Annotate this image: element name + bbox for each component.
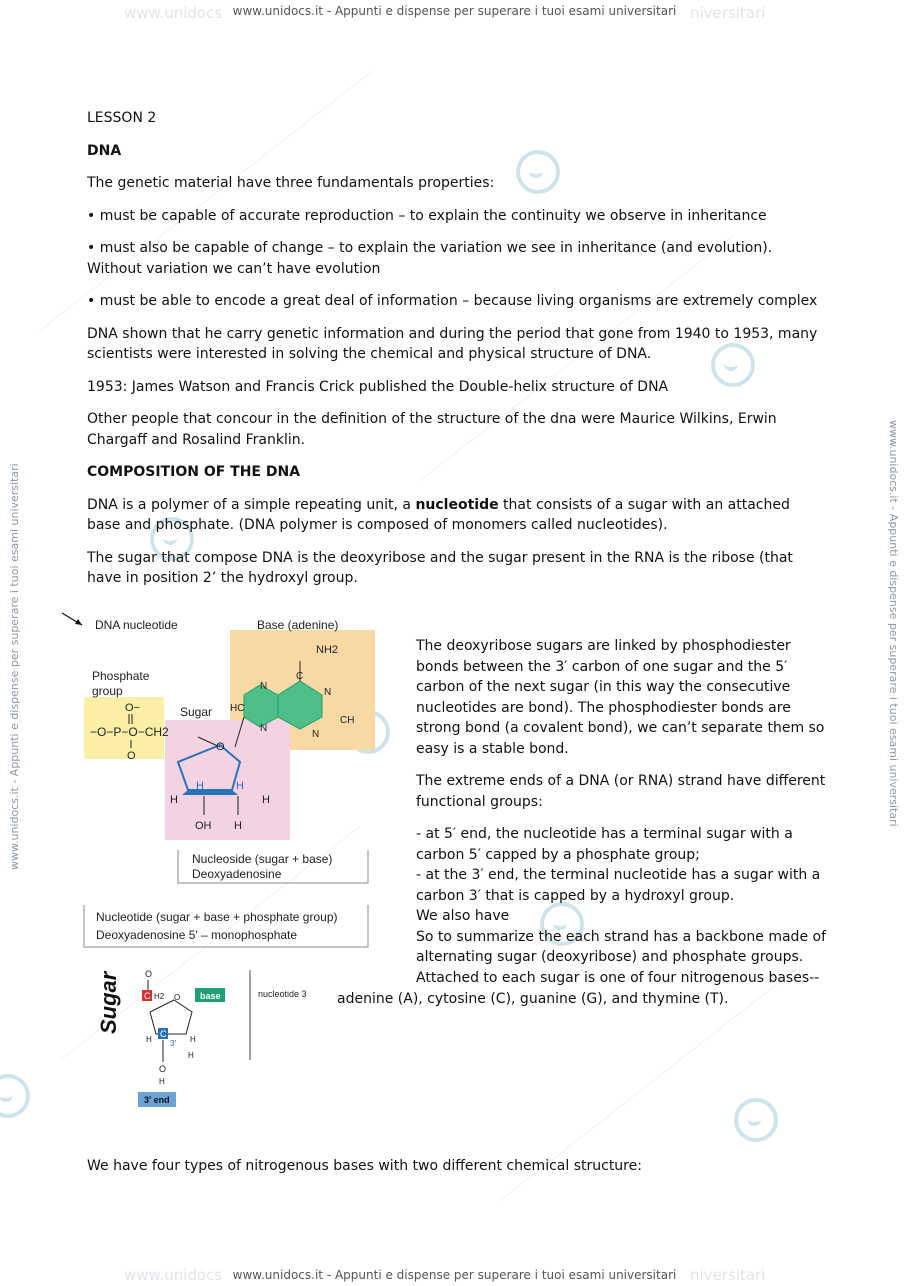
document-body: [87, 108, 827, 601]
watermark-ghost-left: www.unidocs: [124, 4, 223, 22]
watermark-footer: www.unidocs.it - Appunti e dispense per superare i tuoi esami universitari: [232, 1268, 677, 1282]
hydrogen-label: H: [146, 1035, 152, 1044]
carbon-three-label: C: [160, 1029, 167, 1039]
watermark-ghost-right-bottom: niversitari: [690, 1266, 766, 1284]
base-box-label: base: [200, 991, 221, 1001]
hc-label: HC: [230, 703, 245, 714]
paragraph: The sugar that compose DNA is the deoxyribose and the sugar present in the RNA is the ribose (that have in position 2’ the hydroxyl group.: [87, 549, 793, 586]
paragraph: [87, 495, 827, 536]
paragraph: - at 5′ end, the nucleotide has a terminal sugar with a carbon 5′ capped by a phosphate group;: [416, 826, 793, 863]
phosphate-label-line1: Phosphate: [92, 669, 150, 683]
paragraph: The deoxyribose sugars are linked by phosphodiester bonds between the 3′ carbon of one sugar and the 5′ carbon of the next sugar (in this way the consecutive nucleotides are bond). The phosphodiester bonds are strong bond (a covalent bond), we can’t separate them so easy is a stable bond.: [416, 638, 825, 757]
watermark-side-left: www.unidocs.it - Appunti e dispense per superare i tuoi esami universitari: [8, 463, 21, 870]
sugar-side-word: Sugar: [96, 971, 121, 1034]
nucleotide-label: Nucleotide (sugar + base + phosphate group): [96, 910, 338, 924]
text-run: DNA is a polymer of a simple repeating unit, a: [87, 496, 416, 513]
ring-oxygen-label: O: [174, 993, 181, 1002]
paragraph: We also have: [416, 908, 510, 924]
paragraph: Other people that concour in the definition of the structure of the dna were Maurice Wilkins, Erwin Chargaff and Rosalind Franklin.: [87, 411, 777, 448]
hydroxyl-label: OH: [195, 820, 212, 832]
nitrogen-label: N: [260, 681, 268, 692]
lesson-number: LESSON 2: [87, 110, 157, 126]
hydrogen-label: H: [188, 1051, 194, 1060]
hydrogen-label: H: [234, 820, 242, 832]
watermark-header: www.unidocs.it - Appunti e dispense per superare i tuoi esami universitari: [232, 4, 677, 18]
text-run: that consists of a sugar with an attached base and phosphate. (DNA polymer is composed of monomers called nucleotides).: [87, 496, 790, 533]
hydrogen-label: H: [196, 780, 204, 792]
carbon-label: C: [296, 671, 304, 682]
nitrogen-label: N: [312, 729, 320, 740]
watermark-logo-icon: [734, 1098, 778, 1142]
nucleoside-name: Deoxyadenosine: [192, 867, 282, 881]
nucleotide-number-label: nucleotide 3: [258, 989, 307, 999]
sugar-label: Sugar: [180, 705, 213, 719]
phosphate-label-line2: group: [92, 684, 123, 698]
amine-label: NH2: [316, 644, 339, 656]
nucleoside-label: Nucleoside (sugar + base): [192, 852, 333, 866]
oxygen-label: O: [159, 1064, 167, 1074]
paragraph: The extreme ends of a DNA (or RNA) strand have different functional groups:: [416, 773, 826, 810]
paragraph: We have four types of nitrogenous bases with two different chemical structure:: [87, 1158, 642, 1174]
bullet-item: • must be capable of accurate reproduction – to explain the continuity we observe in inheritance: [87, 207, 767, 224]
watermark-ghost-left-bottom: www.unidocs: [124, 1266, 223, 1284]
ch2-label: H2: [154, 992, 165, 1001]
ring-oxygen-label: O: [216, 741, 225, 753]
bullet-item: • must be able to encode a great deal of information – because living organisms are extremely complex: [87, 293, 818, 309]
paragraph: adenine (A), cytosine (C), guanine (G), and thymine (T).: [337, 991, 729, 1007]
watermark-side-right: www.unidocs.it - Appunti e dispense per superare i tuoi esami universitari: [887, 420, 900, 827]
paragraph: - at the 3′ end, the terminal nucleotide has a sugar with a carbon 3′ that is capped by a hydroxyl group.: [416, 867, 821, 904]
paragraph: Attached to each sugar is one of four nitrogenous bases--: [416, 969, 820, 986]
section-heading: COMPOSITION OF THE DNA: [87, 464, 301, 480]
paragraph: So to summarize the each strand has a backbone made of alternating sugar (deoxyribose) and phosphate groups.: [416, 928, 826, 965]
bold-term: nucleotide: [415, 496, 499, 513]
side-column: [416, 636, 826, 988]
hydrogen-label: H: [190, 1035, 196, 1044]
oxygen-minus-label: O−: [125, 702, 140, 714]
three-prime-label: 3′: [170, 1039, 176, 1048]
carbon-five-label: C: [144, 991, 151, 1001]
hydrogen-label: H: [159, 1077, 165, 1086]
oxygen-label: O: [127, 750, 136, 762]
watermark-logo-icon: [0, 1074, 30, 1118]
paragraph: 1953: James Watson and Francis Crick published the Double-helix structure of DNA: [87, 378, 669, 395]
document-title: DNA: [87, 142, 122, 159]
sugar-ring: [150, 1000, 192, 1034]
sugar-backbone-figure: [70, 962, 330, 1112]
figure-title: DNA nucleotide: [95, 618, 178, 632]
hydrogen-label: H: [236, 780, 244, 792]
base-label: Base (adenine): [257, 618, 339, 632]
nitrogen-label: N: [324, 687, 332, 698]
sugar-ring-edge: [182, 790, 238, 795]
bullet-item: • must also be capable of change – to explain the variation we see in inheritance (and evolution). Without variation we can’t have evolution: [87, 240, 773, 277]
nucleotide-name: Deoxyadenosine 5′ – monophosphate: [96, 928, 298, 942]
dna-nucleotide-figure: [60, 605, 380, 955]
three-end-label: 3′ end: [144, 1095, 170, 1105]
hydrogen-label: H: [170, 794, 178, 806]
intro-paragraph: The genetic material have three fundamentals properties:: [87, 175, 495, 191]
hydrogen-label: H: [262, 794, 270, 806]
phosphate-formula: −O−P−O−CH2: [90, 725, 169, 739]
oxygen-label: O: [145, 969, 153, 979]
nitrogen-label: N: [260, 723, 268, 734]
paragraph: DNA shown that he carry genetic information and during the period that gone from 1940 to 1953, many scientists were interested in solving the chemical and physical structure of DNA.: [87, 325, 818, 362]
ch-label: CH: [340, 715, 355, 726]
watermark-ghost-right: niversitari: [690, 4, 766, 22]
